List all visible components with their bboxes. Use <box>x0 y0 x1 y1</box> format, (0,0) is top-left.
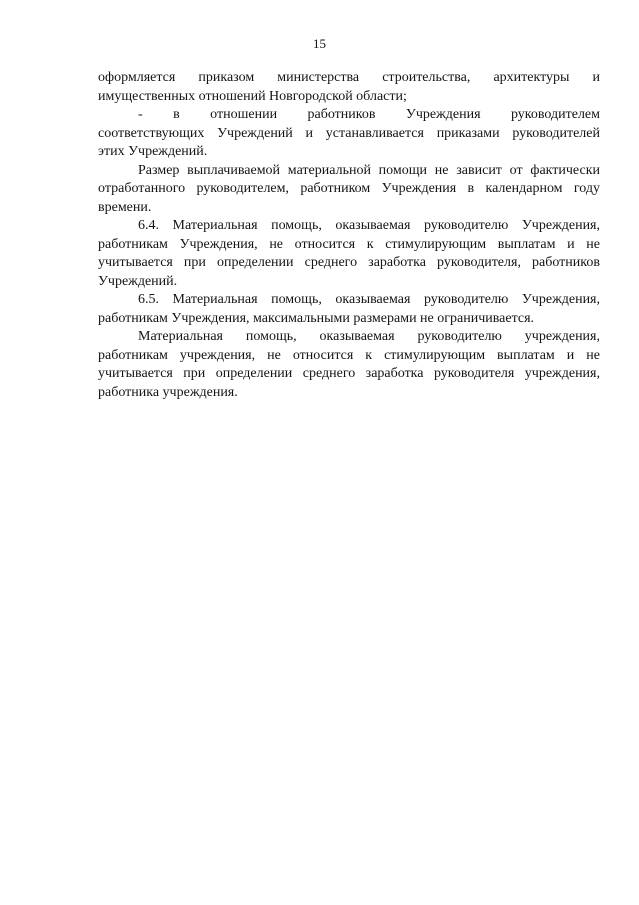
paragraph-6-4 <box>98 217 600 291</box>
paragraph-6-5 <box>98 291 600 328</box>
text-line: отработанного руководителем, работником Учреждения в календарном году <box>98 181 600 196</box>
paragraph-employees-clause <box>98 106 600 162</box>
text-line: этих Учреждений. <box>98 144 208 159</box>
text-line: Размер выплачиваемой материальной помощи не зависит от фактически <box>138 162 600 178</box>
text-line: 6.4. Материальная помощь, оказываемая руководителю Учреждения, <box>138 218 600 233</box>
document-body <box>98 69 600 402</box>
paragraph-order-continuation <box>98 69 600 106</box>
text-line: оформляется приказом министерства строительства, архитектуры и <box>98 70 600 85</box>
text-line: - в отношении работников Учреждения руководителем <box>138 107 600 122</box>
text-line: времени. <box>98 199 152 215</box>
text-line: работникам учреждения, не относится к стимулирующим выплатам и не <box>98 347 600 363</box>
text-line: 6.5. Материальная помощь, оказываемая руководителю Учреждения, <box>138 292 600 307</box>
page-number: 15 <box>313 36 326 51</box>
text-line: работникам Учреждения, максимальными размерами не ограничивается. <box>98 310 535 326</box>
text-line: Материальная помощь, оказываемая руководителю учреждения, <box>138 329 600 344</box>
text-line: учитывается при определении среднего заработка руководителя учреждения, <box>98 366 600 381</box>
text-line: Учреждений. <box>98 273 178 289</box>
text-line: учитывается при определении среднего заработка руководителя, работников <box>98 255 600 270</box>
text-line: работникам Учреждения, не относится к стимулирующим выплатам и не <box>98 236 600 252</box>
paragraph-material-aid-institution <box>98 328 600 402</box>
text-line: работника учреждения. <box>98 384 238 400</box>
paragraph-amount-independence <box>98 162 600 218</box>
text-line: соответствующих Учреждений и устанавливается приказами руководителей <box>98 125 600 141</box>
text-line: имущественных отношений Новгородской области; <box>98 88 407 104</box>
